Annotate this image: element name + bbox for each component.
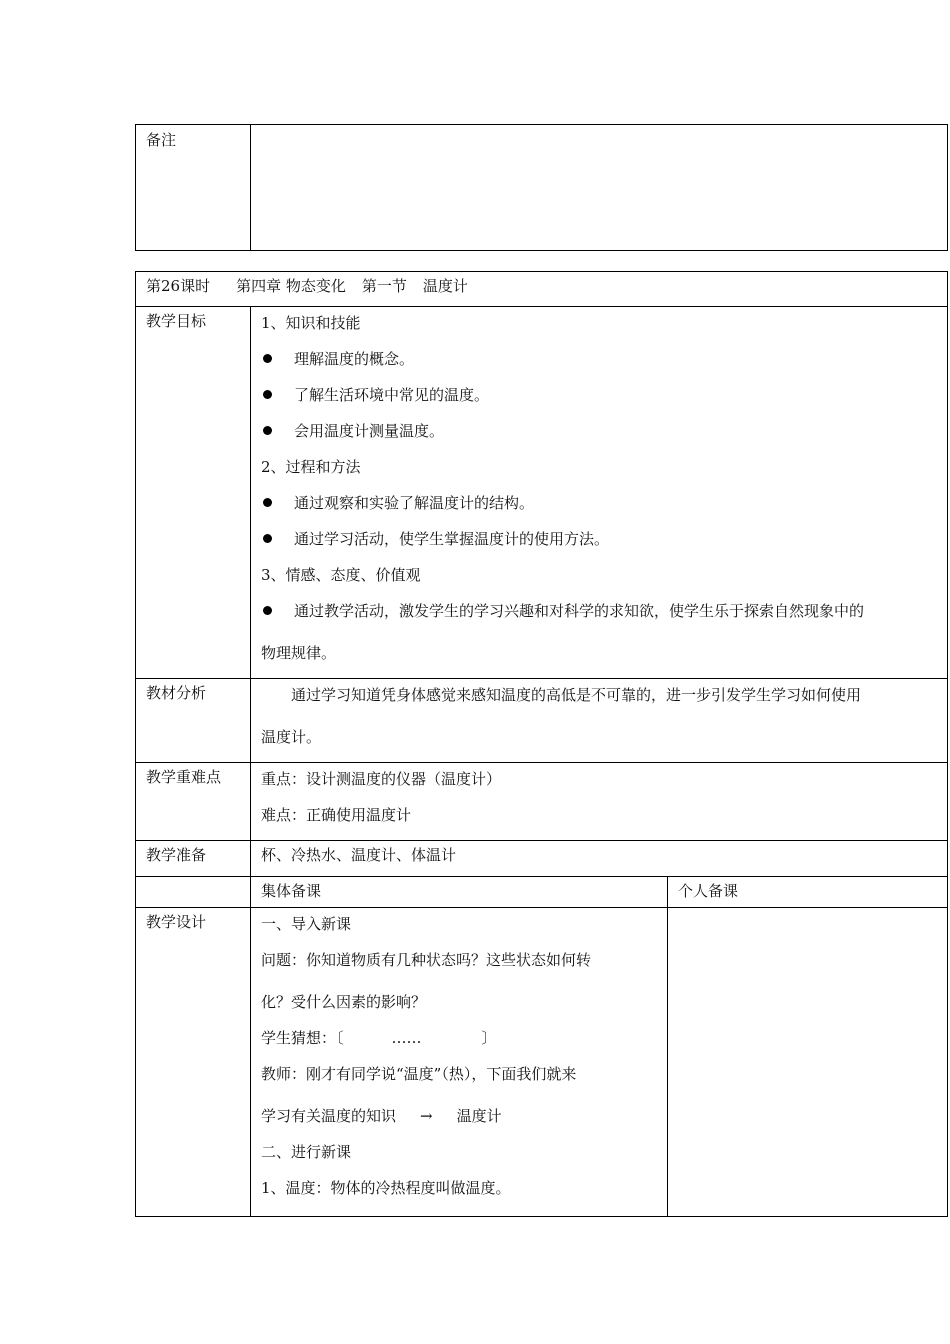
objectives-heading-2: 2、过程和方法	[261, 458, 361, 476]
design-line: 学生猜想：〔 …… 〕	[261, 1029, 497, 1047]
section-title: 第一节	[361, 277, 407, 295]
design-label: 教学设计	[136, 908, 251, 1217]
bullet-icon	[263, 426, 272, 435]
objectives-label: 教学目标	[136, 307, 251, 679]
objectives-row	[136, 307, 948, 679]
objective-item: 通过观察和实验了解温度计的结构。	[261, 492, 947, 528]
chapter-title: 第四章 物态变化	[236, 277, 346, 295]
personal-notes-cell	[668, 908, 948, 1217]
arrow-right-icon: →	[420, 1107, 433, 1125]
objectives-heading-1: 1、知识和技能	[261, 314, 361, 332]
design-line: 教师：刚才有同学说“温度”（热），下面我们就来	[261, 1065, 577, 1083]
remarks-table	[135, 124, 948, 251]
objective-item: 通过教学活动，激发学生的学习兴趣和对科学的求知欲，使学生乐于探索自然现象中的	[261, 600, 947, 642]
prep-row	[136, 841, 948, 877]
bullet-icon	[263, 390, 272, 399]
bullet-icon	[263, 498, 272, 507]
design-line: 问题：你知道物质有几种状态吗？这些状态如何转	[261, 951, 592, 969]
difficulty-row	[136, 763, 948, 841]
lesson-number: 第26课时	[146, 277, 211, 295]
difficult-point: 难点：正确使用温度计	[261, 806, 412, 824]
lesson-plan-table	[135, 271, 948, 1217]
bullet-icon	[263, 606, 272, 615]
analysis-row	[136, 679, 948, 763]
remarks-content	[251, 125, 948, 251]
design-line: 化？受什么因素的影响？	[261, 993, 427, 1011]
objective-item: 理解温度的概念。	[261, 348, 947, 384]
design-line: 学习有关温度的知识 → 温度计	[261, 1107, 502, 1125]
objective-item: 了解生活环境中常见的温度。	[261, 384, 947, 420]
remarks-label: 备注	[136, 125, 251, 251]
analysis-label: 教材分析	[136, 679, 251, 763]
objective-item-continued: 物理规律。	[261, 644, 337, 662]
design-line: 1、温度：物体的冷热程度叫做温度。	[261, 1179, 511, 1197]
analysis-line-2: 温度计。	[261, 728, 322, 746]
design-row	[136, 908, 948, 1217]
bullet-icon	[263, 534, 272, 543]
header-row	[136, 272, 948, 307]
column-header-row	[136, 877, 948, 908]
design-line: 二、进行新课	[261, 1143, 352, 1161]
prep-content: 杯、冷热水、温度计、体温计	[251, 841, 948, 877]
prep-label: 教学准备	[136, 841, 251, 877]
lesson-header	[136, 272, 948, 307]
objective-item: 会用温度计测量温度。	[261, 420, 947, 456]
group-prep-header: 集体备课	[251, 877, 668, 908]
difficulty-content	[251, 763, 948, 841]
analysis-line-1: 通过学习知道凭身体感觉来感知温度的高低是不可靠的，进一步引发学生学习如何使用	[291, 686, 862, 704]
design-content	[251, 908, 668, 1217]
bullet-icon	[263, 354, 272, 363]
remarks-row	[136, 125, 948, 251]
objectives-heading-3: 3、情感、态度、价值观	[261, 566, 421, 584]
analysis-content	[251, 679, 948, 763]
objectives-content	[251, 307, 948, 679]
difficulty-label: 教学重难点	[136, 763, 251, 841]
empty-cell	[136, 877, 251, 908]
objective-item: 通过学习活动，使学生掌握温度计的使用方法。	[261, 528, 947, 564]
topic-title: 温度计	[422, 277, 468, 295]
focus-point: 重点：设计测温度的仪器（温度计）	[261, 770, 502, 788]
personal-prep-header: 个人备课	[668, 877, 948, 908]
design-line: 一、导入新课	[261, 915, 352, 933]
